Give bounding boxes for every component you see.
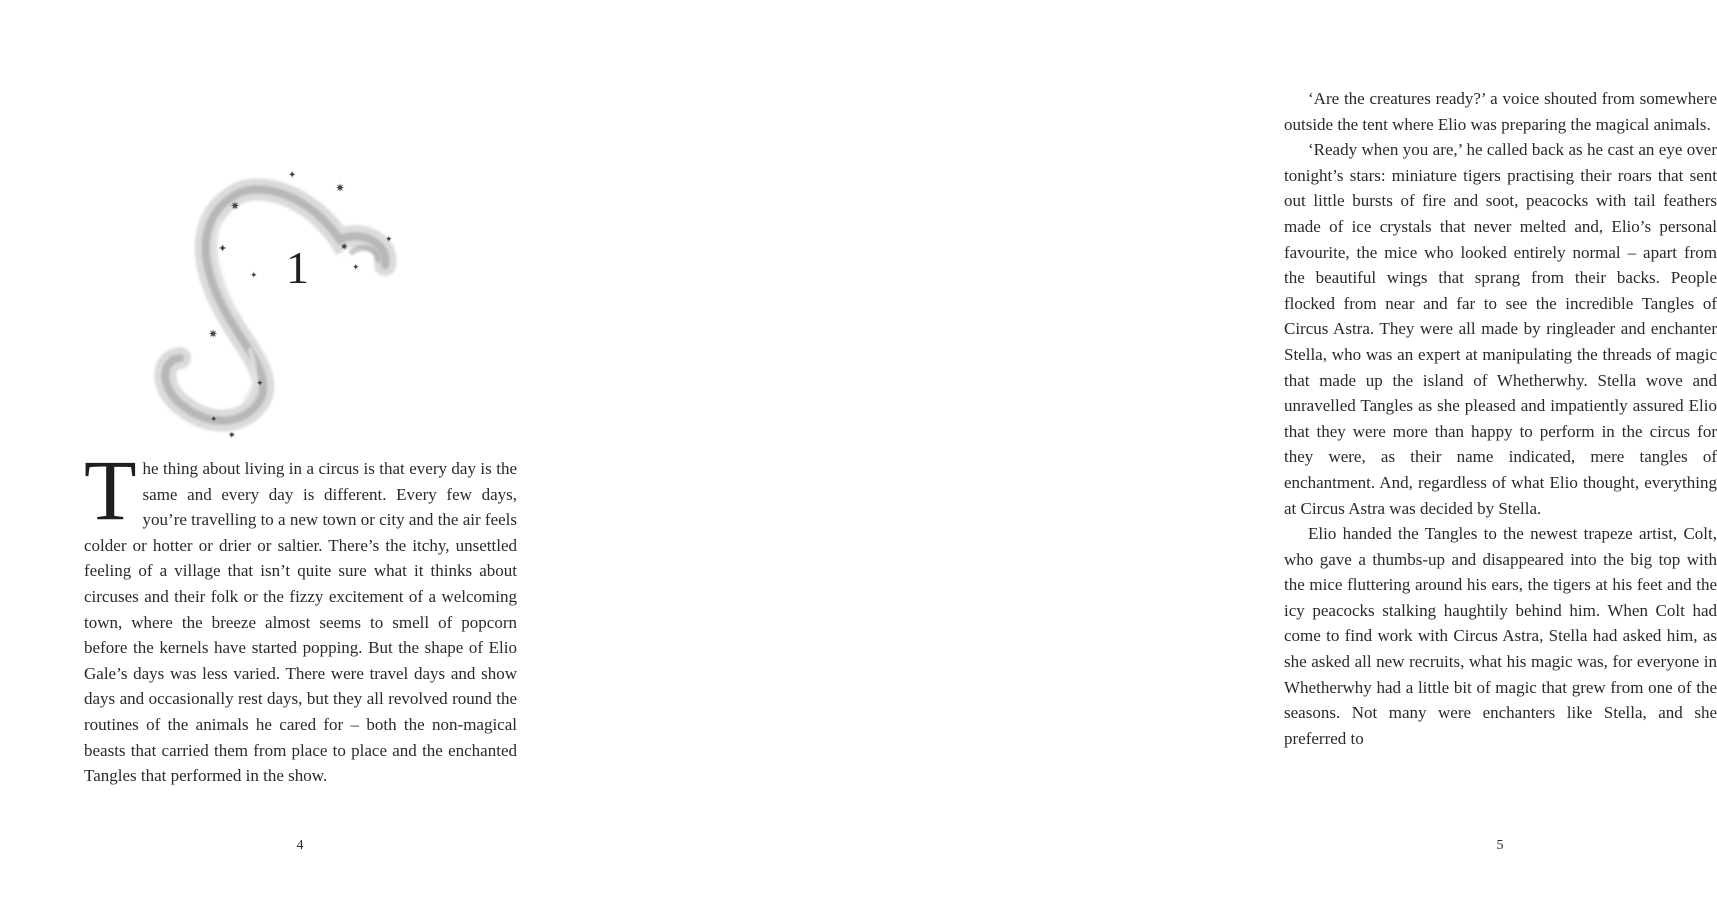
page-number-right: 5	[1496, 838, 1504, 853]
svg-text:✦: ✦	[256, 378, 264, 388]
svg-text:✦: ✦	[385, 234, 393, 244]
paragraph: Elio handed the Tangles to the newest trapeze artist, Colt, who gave a thumbs-up and disappeared into the big top with the mice fluttering around his ears, the tigers at his feet and the icy peacocks stalking haughtily behind him. When Colt had come to find work with Circus Astra, Stella had asked him, as she asked all new recruits, what his magic was, for everyone in Whetherwhy had a little bit of magic that grew from one of the seasons. Not many were enchanters like Stella, and she preferred to	[1284, 524, 1717, 748]
svg-text:✦: ✦	[218, 243, 228, 255]
page-number-left: 4	[296, 838, 304, 853]
svg-text:✷: ✷	[228, 430, 236, 440]
svg-text:✦: ✦	[250, 270, 258, 280]
svg-text:✷: ✷	[335, 181, 346, 195]
right-body-text	[1284, 86, 1717, 751]
swirl-ornament-icon	[140, 160, 420, 450]
drop-cap: T	[84, 442, 137, 538]
svg-text:✷: ✷	[208, 327, 219, 341]
paragraph: ‘Ready when you are,’ he called back as he cast an eye over tonight’s stars: miniature tigers practising their roars that sent out little bursts of fire and soot, peacocks with tail feathers made of ice crystals that never melted and, Elio’s personal favourite, the mice who looked entirely normal – apart from the beautiful wings that sprang from their backs. People flocked from near and far to see the incredible Tangles of Circus Astra. They were all made by ringleader and enchanter Stella, who was an expert at manipulating the threads of magic that made up the island of Whetherwhy. Stella wove and unravelled Tangles as she pleased and impatiently assured Elio that they were more than happy to perform in the circus for they were, as their name indicated, mere tangles of enchantment. And, regardless of what Elio thought, everything at Circus Astra was decided by Stella.	[1284, 140, 1717, 518]
right-page	[600, 0, 1717, 921]
opening-paragraph-text: he thing about living in a circus is that every day is the same and every day is different. Every few days, you’re travelling to a new town or city and the air feels colder or hotter or drier or saltier. There’s the itchy, unsettled feeling of a village that isn’t quite sure what it thinks about circuses and their folk or the fizzy excitement of a welcoming town, where the breeze almost seems to smell of popcorn before the kernels have started popping. But the shape of Elio Gale’s days was less varied. There were travel days and show days and occasionally rest days, but they all revolved round the routines of the animals he cared for – both the non-magical beasts that carried them from place to place and the enchanted Tangles that performed in the show.	[84, 459, 517, 786]
paragraph: ‘Are the creatures ready?’ a voice shouted from somewhere outside the tent where Elio was preparing the magical animals.	[1284, 89, 1717, 134]
chapter-number: 1	[286, 242, 309, 293]
svg-text:✷: ✷	[340, 242, 349, 253]
opening-paragraph	[84, 442, 517, 789]
left-page	[0, 0, 600, 921]
svg-text:✦: ✦	[352, 262, 360, 272]
svg-text:✷: ✷	[230, 199, 241, 213]
left-body-text	[84, 442, 517, 789]
svg-text:✦: ✦	[210, 414, 218, 424]
svg-text:✦: ✦	[288, 170, 297, 181]
